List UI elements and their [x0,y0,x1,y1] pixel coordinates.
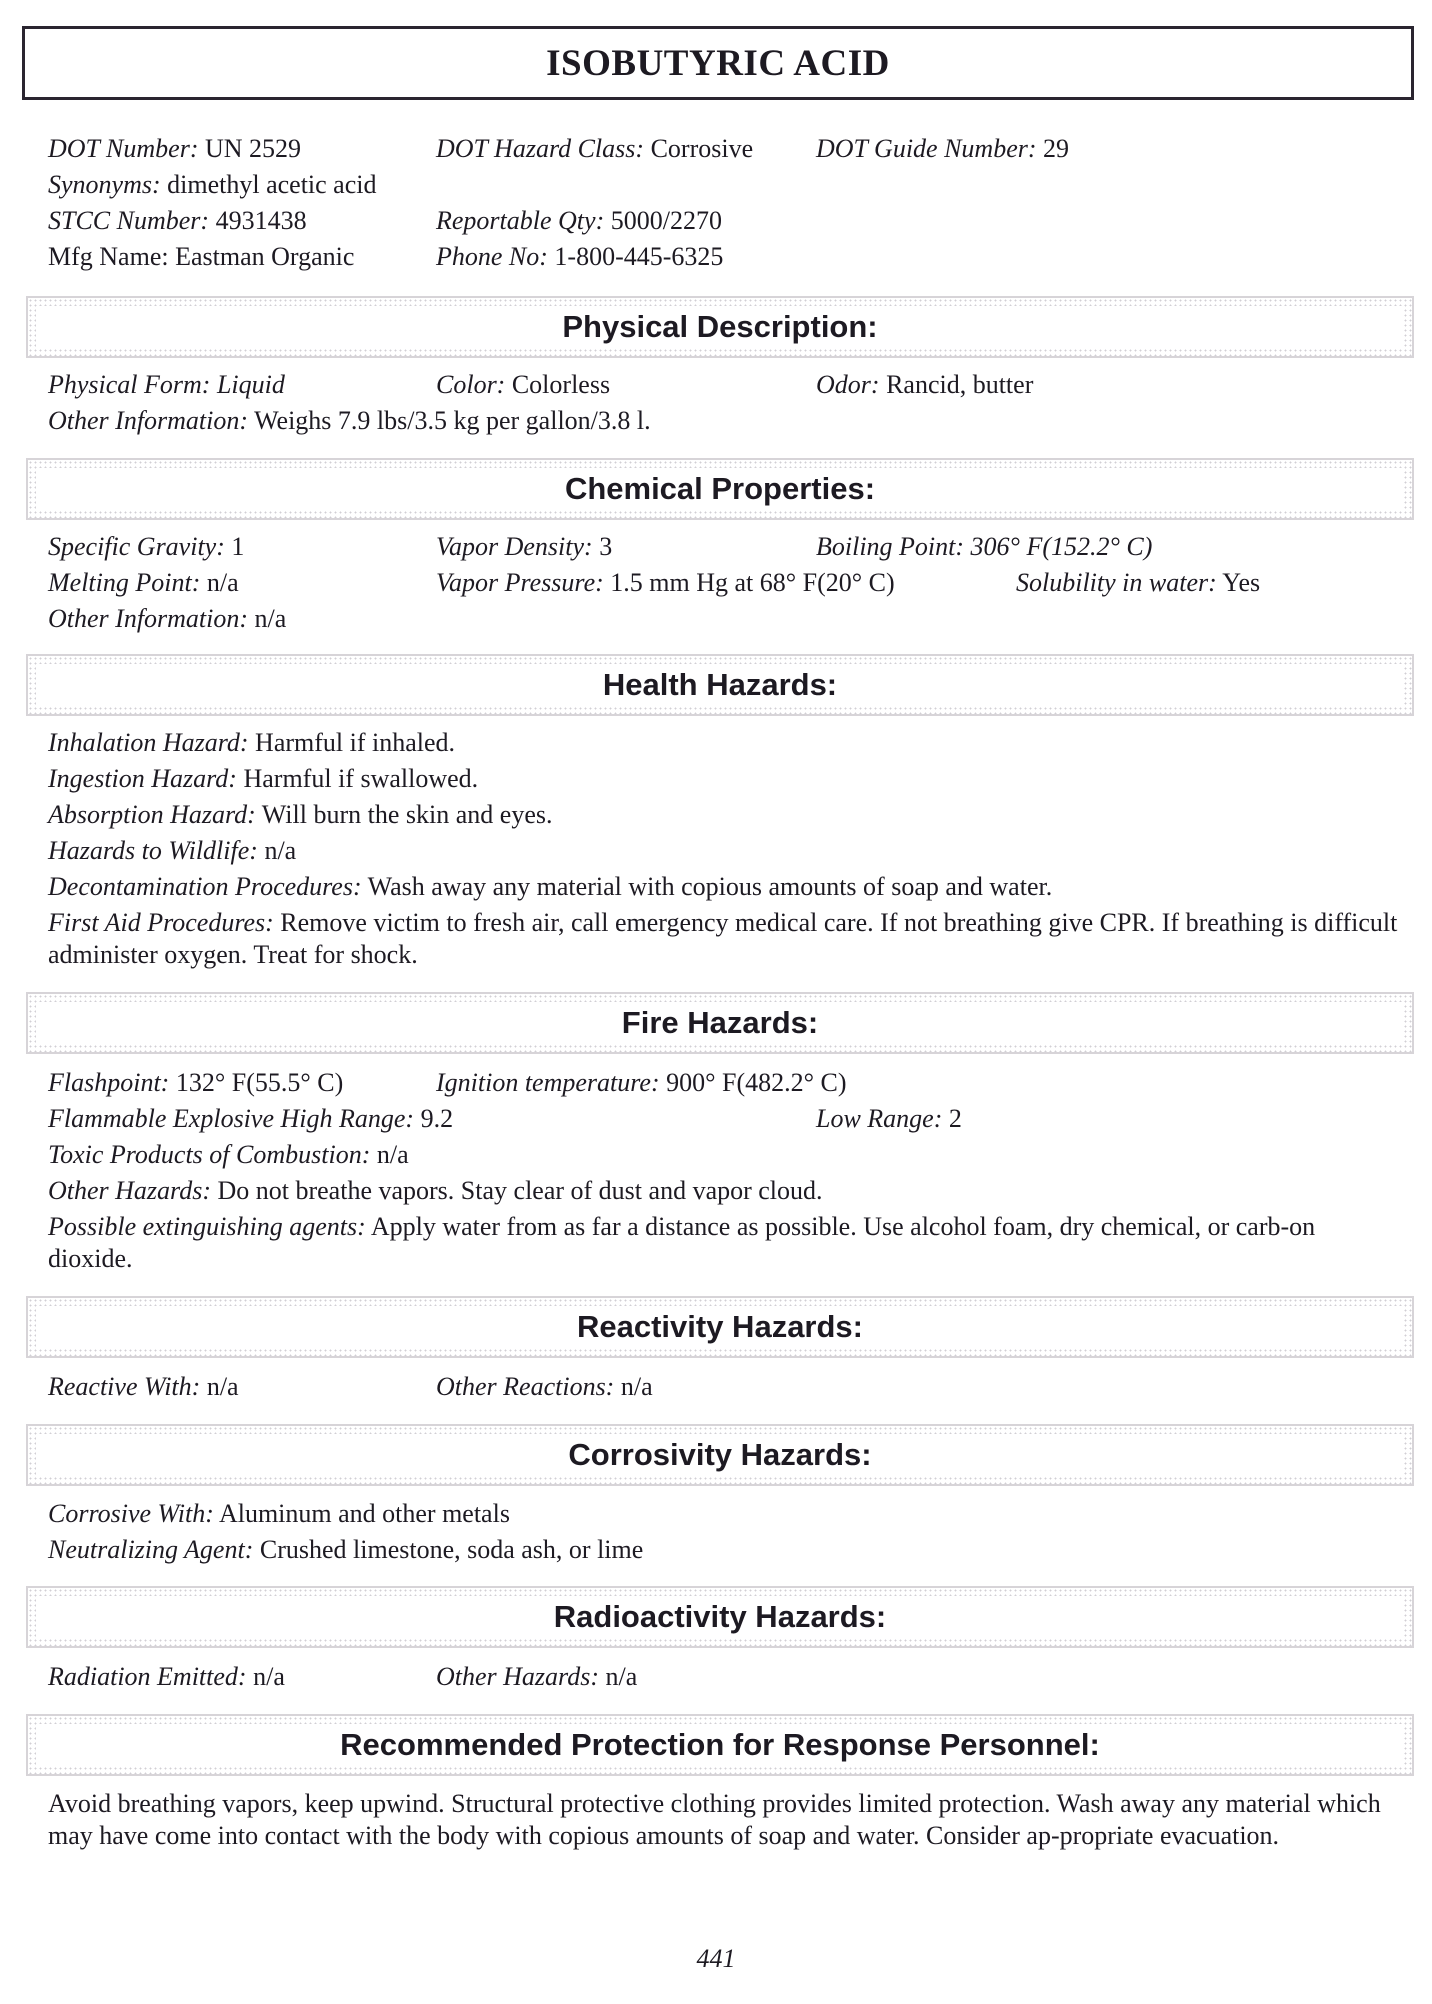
toxic-products-of-combustion: Toxic Products of Combustion: n/a [48,1140,409,1169]
hazards-to-wildlife: Hazards to Wildlife: n/a [48,836,297,865]
flammable-high-range: Flammable Explosive High Range: 9.2 [48,1104,454,1133]
solubility-in-water: Solubility in water: Yes [1016,568,1261,597]
corrosive-with: Corrosive With: Aluminum and other metals [48,1499,510,1528]
page-title: ISOBUTYRIC ACID [546,42,890,84]
synonyms: Synonyms: dimethyl acetic acid [48,170,377,199]
section-header-health: Health Hazards: [26,654,1414,716]
absorption-hazard: Absorption Hazard: Will burn the skin and eyes. [48,800,553,829]
section-header-corrosivity: Corrosivity Hazards: [26,1424,1414,1486]
neutralizing-agent: Neutralizing Agent: Crushed limestone, soda ash, or lime [48,1535,644,1564]
vapor-density: Vapor Density: 3 [436,532,613,561]
section-header-protection: Recommended Protection for Response Personnel: [26,1714,1414,1776]
title-box [22,26,1414,100]
protection-text: Avoid breathing vapors, keep upwind. Structural protective clothing provides limited protection. Wash away any material which may have come into contact with the body with copious amounts of soap and water. Consider ap-propriate evacuation. [48,1789,1381,1850]
section-header-reactivity: Reactivity Hazards: [26,1296,1414,1358]
flammable-low-range: Low Range: 2 [816,1104,962,1133]
flashpoint: Flashpoint: 132° F(55.5° C) [48,1068,344,1097]
color: Color: Colorless [436,370,611,399]
specific-gravity: Specific Gravity: 1 [48,532,245,561]
stcc-number: STCC Number: 4931438 [48,206,307,235]
section-header-chemical: Chemical Properties: [26,458,1414,520]
odor: Odor: Rancid, butter [816,370,1034,399]
physical-other-information: Other Information: Weighs 7.9 lbs/3.5 kg per gallon/3.8 l. [48,406,651,435]
first-aid-procedures: First Aid Procedures: Remove victim to fresh air, call emergency medical care. If not breathing give CPR. If breathing is difficult administer oxygen. Treat for shock. [48,908,1398,969]
fire-other-hazards: Other Hazards: Do not breathe vapors. Stay clear of dust and vapor cloud. [48,1176,823,1205]
section-header-radioactivity: Radioactivity Hazards: [26,1586,1414,1648]
section-header-fire: Fire Hazards: [26,992,1414,1054]
page-number: 441 [696,1944,736,1973]
ignition-temperature: Ignition temperature: 900° F(482.2° C) [436,1068,847,1097]
section-header-physical: Physical Description: [26,296,1414,358]
other-reactions: Other Reactions: n/a [436,1372,653,1401]
reportable-qty: Reportable Qty: 5000/2270 [436,206,722,235]
mfg-name: Mfg Name: Eastman Organic [48,242,355,271]
vapor-pressure: Vapor Pressure: 1.5 mm Hg at 68° F(20° C) [436,568,895,597]
chemical-other-information: Other Information: n/a [48,604,287,633]
melting-point: Melting Point: n/a [48,568,239,597]
extinguishing-agents: Possible extinguishing agents: Apply water from as far a distance as possible. Use alcohol foam, dry chemical, or carb-on dioxide. [48,1212,1316,1273]
boiling-point: Boiling Point: 306° F(152.2° C) [816,532,1153,561]
dot-hazard-class: DOT Hazard Class: Corrosive [436,134,754,163]
decontamination-procedures: Decontamination Procedures: Wash away any material with copious amounts of soap and water. [48,872,1053,901]
ingestion-hazard: Ingestion Hazard: Harmful if swallowed. [48,764,479,793]
phone-number: Phone No: 1-800-445-6325 [436,242,724,271]
physical-form: Physical Form: Liquid [48,370,285,399]
radioactivity-other-hazards: Other Hazards: n/a [436,1662,638,1691]
dot-number: DOT Number: UN 2529 [48,134,302,163]
reactive-with: Reactive With: n/a [48,1372,239,1401]
inhalation-hazard: Inhalation Hazard: Harmful if inhaled. [48,728,456,757]
dot-guide-number: DOT Guide Number: 29 [816,134,1070,163]
radiation-emitted: Radiation Emitted: n/a [48,1662,285,1691]
